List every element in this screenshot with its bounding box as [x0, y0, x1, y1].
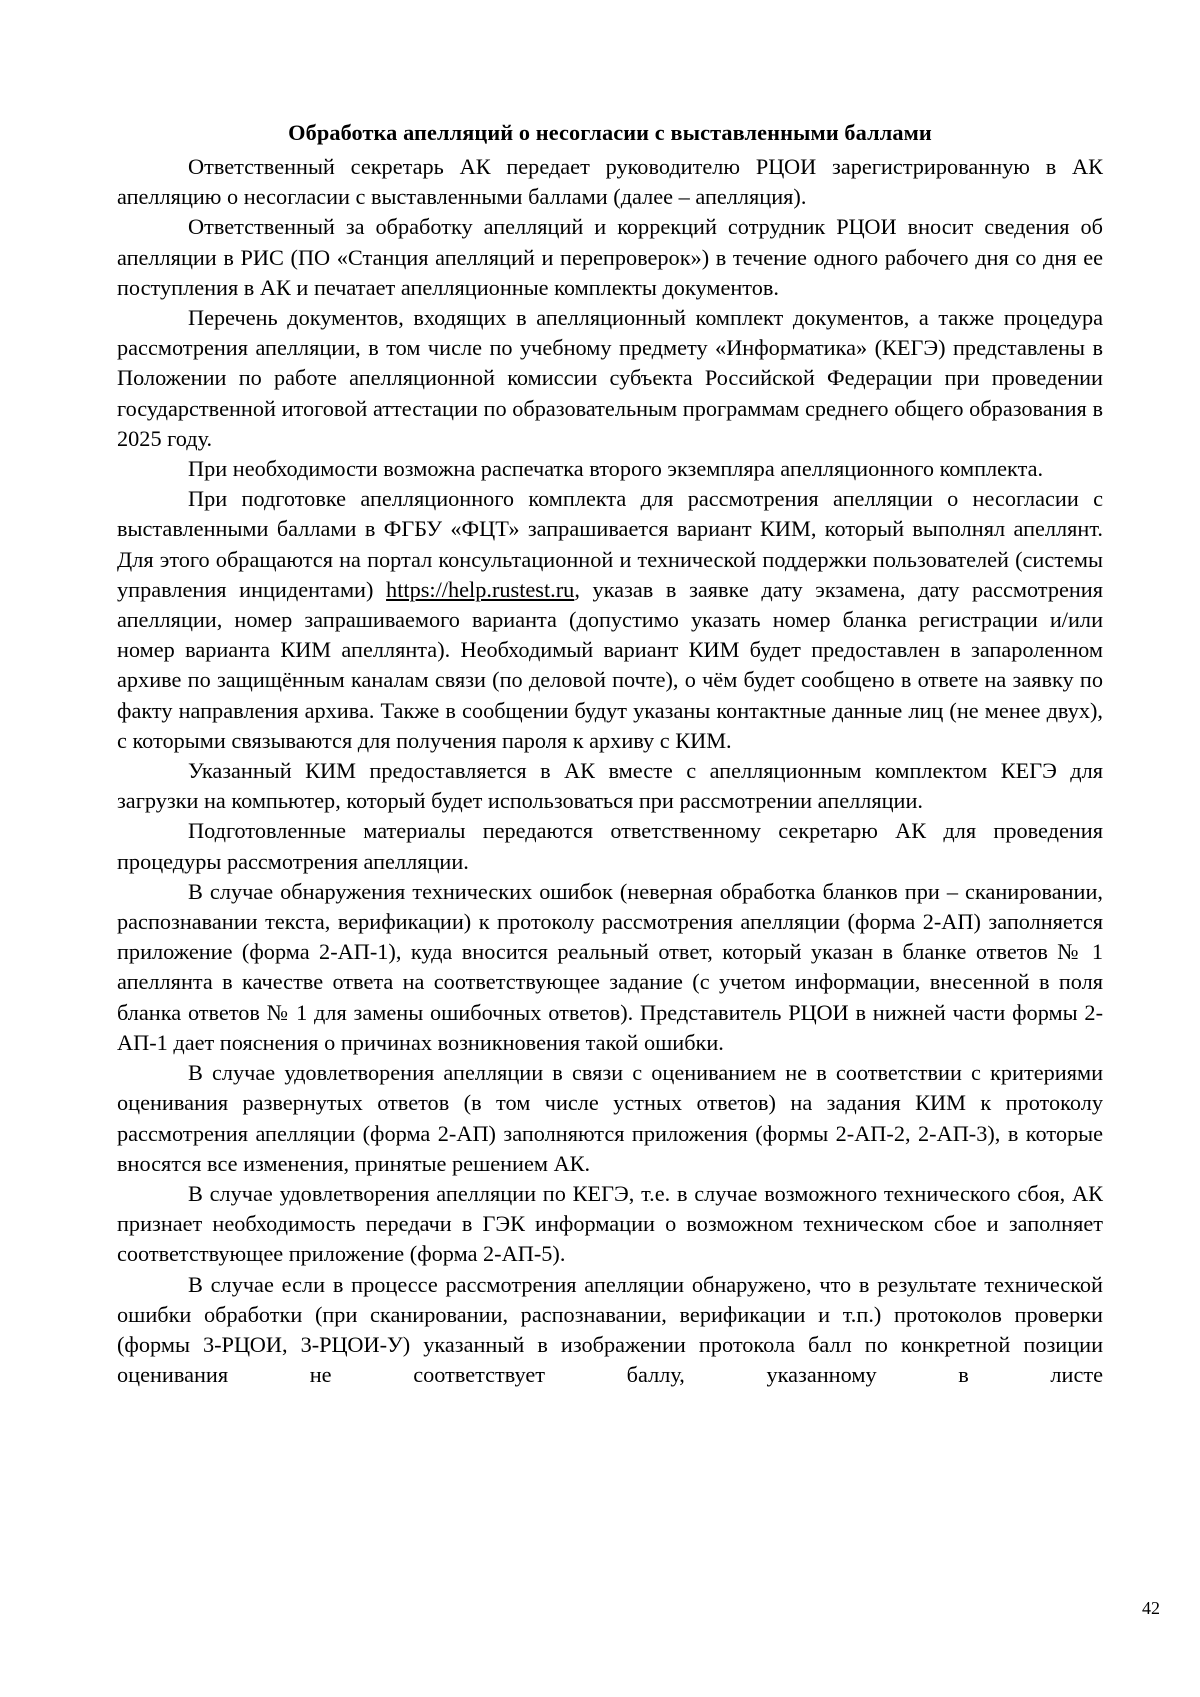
- paragraph-8: В случае обнаружения технических ошибок (неверная обработка бланков при – сканировании, распознавании текста, верификации) к протоколу рассмотрения апелляции (форма 2-АП) заполняется приложение (форма 2-АП-1), куда вносится реальный ответ, который указан в бланке ответов № 1 апеллянта в качестве ответа на соответствующее задание (с учетом информации, внесенной в поля бланка ответов № 1 для замены ошибочных ответов). Представитель РЦОИ в нижней части формы 2-АП-1 дает пояснения о причинах возникновения такой ошибки.: [117, 878, 1103, 1055]
- paragraph-11: В случае если в процессе рассмотрения апелляции обнаружено, что в результате технической ошибки обработки (при сканировании, распознавании, верификации и т.п.) протоколов проверки (формы 3-РЦОИ, 3-РЦОИ-У) указанный в изображении протокола балл по конкретной позиции оценивания не соответствует баллу, указанному в листе: [117, 1271, 1103, 1388]
- page-number: 42: [1142, 1598, 1160, 1618]
- paragraph-6: Указанный КИМ предоставляется в АК вместе с апелляционным комплектом КЕГЭ для загрузки на компьютер, который будет использоваться при рассмотрении апелляции.: [117, 758, 1103, 814]
- paragraph-10: В случае удовлетворения апелляции по КЕГЭ, т.е. в случае возможного технического сбоя, АК признает необходимость передачи в ГЭК информации о возможном техническом сбое и заполняет соответствующее приложение (форма 2-АП-5).: [117, 1180, 1103, 1267]
- help-portal-link[interactable]: https://help.rustest.ru: [386, 576, 575, 602]
- section-title: Обработка апелляций о несогласии с выставленными баллами: [288, 120, 932, 145]
- paragraph-5-text-end: , указав в заявке дату экзамена, дату рассмотрения апелляции, номер запрашиваемого варианта (допустимо указать номер бланка регистрации и/или номер варианта КИМ апеллянта). Необходимый вариант КИМ будет предоставлен в запароленном архиве по защищённым каналам связи (по деловой почте), о чём будет сообщено в ответе на заявку по факту направления архива. Также в сообщении будут указаны контактные данные лиц (не менее двух), с которыми связываются для получения пароля к архиву с КИМ.: [117, 576, 1103, 753]
- paragraph-5-text-start: При подготовке апелляционного комплекта для рассмотрения апелляции о несогласии с выставленными баллами в ФГБУ «ФЦТ» запрашивается вариант КИМ, который выполнял апеллянт. Для этого обращаются на портал консультационной и технической поддержки пользователей (системы управления инцидентами): [117, 486, 1103, 602]
- paragraph-1: Ответственный секретарь АК передает руководителю РЦОИ зарегистрированную в АК апелляцию о несогласии с выставленными баллами (далее – апелляция).: [117, 154, 1103, 210]
- paragraph-3: Перечень документов, входящих в апелляционный комплект документов, а также процедура рассмотрения апелляции, в том числе по учебному предмету «Информатика» (КЕГЭ) представлены в Положении по работе апелляционной комиссии субъекта Российской Федерации при проведении государственной итоговой аттестации по образовательным программам среднего общего образования в 2025 году.: [117, 305, 1103, 451]
- paragraph-4: При необходимости возможна распечатка второго экземпляра апелляционного комплекта.: [188, 456, 1044, 482]
- paragraph-5: [117, 484, 1103, 756]
- paragraph-2: Ответственный за обработку апелляций и коррекций сотрудник РЦОИ вносит сведения об апелляции в РИС (ПО «Станция апелляций и перепроверок») в течение одного рабочего дня со дня ее поступления в АК и печатает апелляционные комплекты документов.: [117, 214, 1103, 300]
- document-page: [117, 118, 1103, 1390]
- paragraph-7: Подготовленные материалы передаются ответственному секретарю АК для проведения процедуры рассмотрения апелляции.: [117, 818, 1103, 874]
- paragraph-9: В случае удовлетворения апелляции в связи с оцениванием не в соответствии с критериями оценивания развернутых ответов (в том числе устных ответов) на задания КИМ к протоколу рассмотрения апелляции (форма 2-АП) заполняются приложения (формы 2-АП-2, 2-АП-3), в которые вносятся все изменения, принятые решением АК.: [117, 1060, 1103, 1176]
